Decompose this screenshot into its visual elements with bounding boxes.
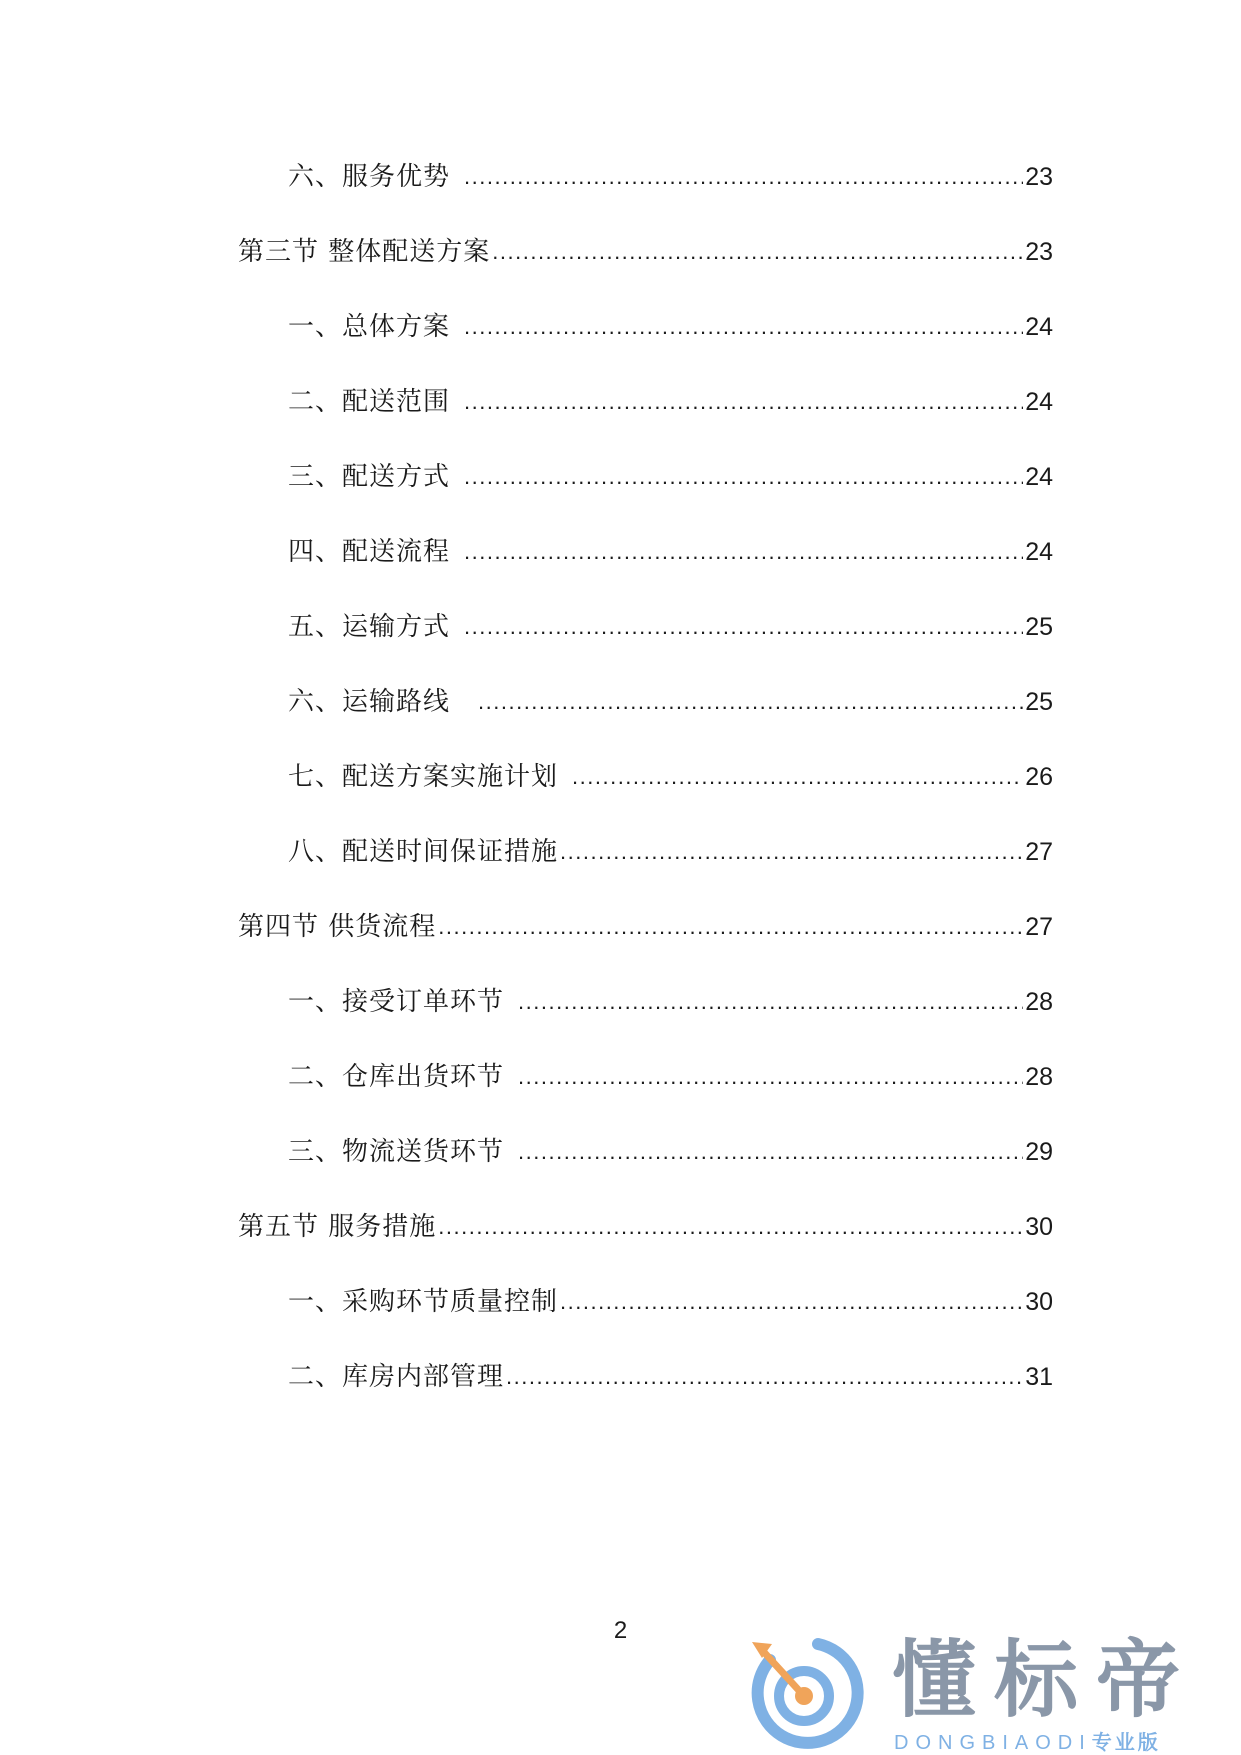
toc-entry-title: 二、配送范围	[288, 387, 451, 417]
toc-page-number: 30	[1025, 1288, 1053, 1316]
toc-page-number: 30	[1025, 1213, 1053, 1241]
toc-entry-title: 第五节 服务措施	[238, 1212, 437, 1242]
toc-page-number: 23	[1025, 238, 1053, 266]
toc-dot-leader	[464, 462, 1023, 492]
watermark-subtitle	[894, 1730, 1161, 1755]
toc-entry-title: 八、配送时间保证措施	[288, 837, 559, 867]
toc-entry[interactable]	[288, 152, 1053, 192]
toc-entry[interactable]	[238, 1202, 1053, 1242]
toc-entry-title: 一、接受订单环节	[288, 987, 505, 1017]
toc-entry[interactable]	[288, 1052, 1053, 1092]
toc-page-number: 28	[1025, 1063, 1053, 1091]
toc-entry-title: 六、运输路线	[288, 687, 451, 717]
toc-entry[interactable]	[288, 1127, 1053, 1167]
toc-entry[interactable]	[288, 452, 1053, 492]
toc-page-number: 27	[1025, 838, 1053, 866]
page-number: 2	[613, 1617, 628, 1644]
toc-entry-title: 第四节 供货流程	[238, 912, 437, 942]
toc-page-number: 31	[1025, 1363, 1053, 1391]
toc-entry[interactable]	[288, 302, 1053, 342]
toc-dot-leader	[464, 612, 1023, 642]
toc-dot-leader	[438, 1212, 1023, 1242]
toc-page-number: 24	[1025, 388, 1053, 416]
toc-dot-leader	[438, 912, 1023, 942]
toc-dot-leader	[464, 537, 1023, 567]
toc-entry-title: 五、运输方式	[288, 612, 451, 642]
toc-page-number: 27	[1025, 913, 1053, 941]
toc-entry[interactable]	[238, 902, 1053, 942]
toc-entry-title: 六、服务优势	[288, 162, 451, 192]
watermark	[744, 1630, 1224, 1754]
toc-entry-title: 二、仓库出货环节	[288, 1062, 505, 1092]
toc-page-number: 29	[1025, 1138, 1053, 1166]
toc-entry-title: 一、总体方案	[288, 312, 451, 342]
toc-entry[interactable]	[288, 827, 1053, 867]
toc-page-number: 25	[1025, 688, 1053, 716]
toc-page-number: 23	[1025, 163, 1053, 191]
toc-dot-leader	[492, 237, 1023, 267]
toc-entry[interactable]	[288, 752, 1053, 792]
toc-dot-leader	[478, 687, 1023, 717]
toc-dot-leader	[518, 1137, 1023, 1167]
toc-entry[interactable]	[288, 602, 1053, 642]
toc-entry-title: 四、配送流程	[288, 537, 451, 567]
toc-dot-leader	[518, 1062, 1023, 1092]
toc-entry-title: 三、配送方式	[288, 462, 451, 492]
toc-entry-title: 三、物流送货环节	[288, 1137, 505, 1167]
toc-dot-leader	[560, 837, 1023, 867]
toc-dot-leader	[518, 987, 1023, 1017]
toc-entry[interactable]	[288, 1352, 1053, 1392]
toc-entry-title: 一、采购环节质量控制	[288, 1287, 559, 1317]
watermark-subtitle-latin: DONGBIAODI	[894, 1732, 1092, 1754]
toc-dot-leader	[572, 762, 1023, 792]
toc-entry-title: 二、库房内部管理	[288, 1362, 505, 1392]
watermark-subtitle-edition: 专业版	[1091, 1730, 1161, 1754]
toc-page-number: 24	[1025, 538, 1053, 566]
toc-entry[interactable]	[288, 677, 1053, 717]
watermark-brand: 懂标帝	[892, 1631, 1199, 1729]
target-logo-icon	[744, 1630, 864, 1754]
toc-entry[interactable]	[288, 1277, 1053, 1317]
toc-dot-leader	[506, 1362, 1023, 1392]
toc-entry[interactable]	[288, 377, 1053, 417]
toc-dot-leader	[464, 312, 1023, 342]
toc-page-number: 24	[1025, 313, 1053, 341]
toc-page-number: 24	[1025, 463, 1053, 491]
toc-page-number: 28	[1025, 988, 1053, 1016]
toc-page-number: 26	[1025, 763, 1053, 791]
toc-entry[interactable]	[238, 227, 1053, 267]
toc-entry[interactable]	[288, 977, 1053, 1017]
toc-entry-title: 第三节 整体配送方案	[238, 237, 491, 267]
toc-dot-leader	[464, 162, 1023, 192]
toc-page-number: 25	[1025, 613, 1053, 641]
toc-dot-leader	[560, 1287, 1023, 1317]
toc-dot-leader	[464, 387, 1023, 417]
toc-entry-title: 七、配送方案实施计划	[288, 762, 559, 792]
toc-entry[interactable]	[288, 527, 1053, 567]
